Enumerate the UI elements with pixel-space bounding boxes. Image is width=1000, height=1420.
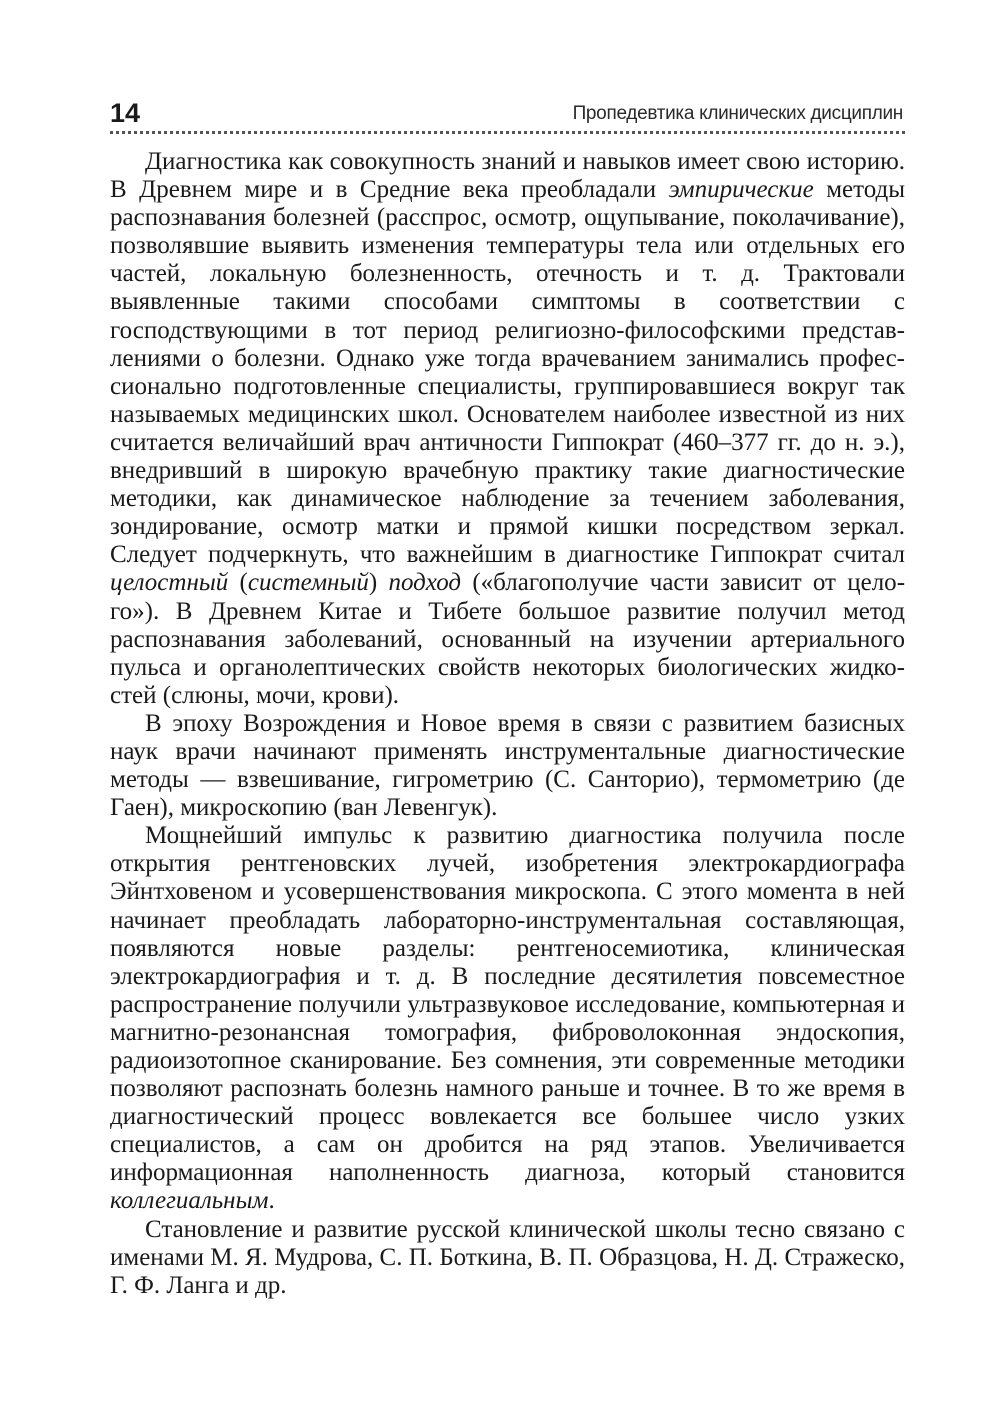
paragraph-3-text-1: Мощнейший импульс к развитию диагностика получила после открытия рентгеновских лучей, изобретения электрокардиографа Эйнтховеном и усовершенствования микроскопа. С этого момента в ней начинает преобладать лабораторно-инструментальная составляющая, появляются новые разделы: рентгеносемиотика, клиническая электрокардиография и т. д. В последние десятилетия повсеместное распространение получили ультразвуковое исследование, компьютерная и магнитно-резонансная томография, фиброволоконная эндоскопия, радиоизотопное сканирование. Без сомнения, эти современные методики позволяют распознать болезнь намного раньше и точнее. В то же время в диагностический процесс вовлекается все большее число узких специалистов, а сам он дробится на ряд этапов. Увеличивается информационная наполненность диагноза, который становится [110,822,905,1187]
paragraph-1-italic-empirical: эмпирические [668,176,814,204]
running-title: Пропедевтика клинических дисциплин [572,103,903,124]
paragraph-1-text-1: Диагностика как совокупность знаний и навыков имеет свою историю. В Древнем мире и в Средние века преобладали [110,148,905,204]
paragraph-1-text-5: («благополучие части зависит от целого»). В Древнем Китае и Тибете большое развитие получил метод распознавания заболеваний, основанный на изучении артериального пульса и органолептических свойств некоторых биологических жидкостей (слюны, мочи, крови). [110,569,906,709]
paragraph-3 [110,822,905,1215]
paragraph-1 [110,148,905,710]
paragraph-1-text-4: ) [368,569,389,597]
paragraph-1-italic-holistic: целостный [110,569,229,597]
paragraph-1-italic-systemic: системный [247,569,369,597]
header-dotted-rule [110,131,905,134]
paragraph-2: В эпоху Возрождения и Новое время в связи с развитием базисных наук врачи начинают применять инструментальные диагностические методы — взвешивание, гигрометрию (С. Санторио), термометрию (де Гаен), микроскопию (ван Левенгук). [110,709,905,822]
paragraph-3-italic-collegial: коллегиальным [110,1187,269,1215]
page-header [110,94,905,136]
body-text [110,148,905,1300]
paragraph-4: Становление и развитие русской клинической школы тесно связано с именами М. Я. Мудрова, С. П. Боткина, В. П. Образцова, Н. Д. Стражеско, Г. Ф. Ланга и др. [110,1215,905,1299]
paragraph-1-text-2: методы распознавания болезней (расспрос, осмотр, ощупывание, поколачивание), позволявшие выявить изменения температуры тела или отдельных его частей, локальную болезненность, отечность и т. д. Трактовали выявленные такими способами симптомы в соответствии с господствующими в тот период религиозно-философскими представлениями о болезни. Однако уже тогда врачеванием занимались профессионально подготовленные специалисты, группировавшиеся вокруг так называемых медицинских школ. Основателем наиболее известной из них считается величайший врач античности Гиппократ (460–377 гг. до н. э.), внедривший в широкую врачебную практику такие диагностические методики, как динамическое наблюдение за течением заболевания, зондирование, осмотр матки и прямой кишки посредством зеркал. Следует подчеркнуть, что важнейшим в диагностике Гиппократ считал [110,176,905,569]
paragraph-3-text-2: . [268,1187,275,1215]
paragraph-1-text-3: ( [228,569,248,597]
page-number: 14 [110,98,141,128]
paragraph-1-italic-approach: подход [388,569,462,597]
